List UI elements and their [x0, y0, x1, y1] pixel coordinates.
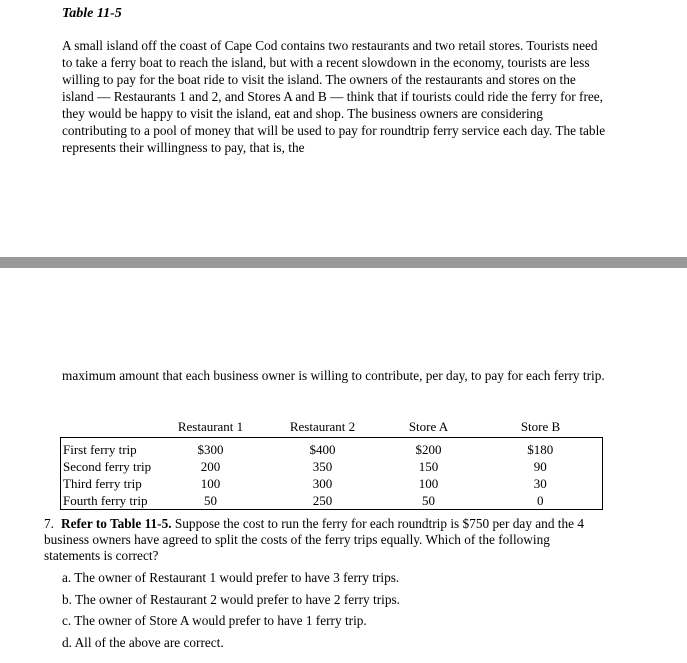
table-cell: 100 — [200, 475, 221, 491]
table-cell: $400 — [309, 441, 336, 457]
table-header-store-a: Store A — [379, 417, 479, 438]
page-bottom — [0, 268, 687, 663]
answer-option-b[interactable]: b. The owner of Restaurant 2 would prefer to have 2 ferry trips. — [62, 591, 400, 607]
page-top — [0, 0, 687, 257]
answer-option-a[interactable]: a. The owner of Restaurant 1 would prefer to have 3 ferry trips. — [62, 570, 400, 585]
question-7 — [44, 516, 604, 564]
table-header-restaurant-1: Restaurant 1 — [155, 417, 267, 438]
intro-paragraph-part1: A small island off the coast of Cape Cod contains two restaurants and two retail stores. Tourists need to take a ferry boat to reach the island, but with a recent slowdown in the economy, tourists are less willing to pay for the boat ride to visit the island. The owners of the restaurants and stores on the island — Restaurants 1 and 2, and Stores A and B — think that if tourists could ride the ferry for free, they would be happy to visit the island, eat and shop. The business owners are considering contributing to a pool of money that will be used to pay for roundtrip ferry service each day. The table represents their willingness to pay, that is, the — [62, 38, 606, 155]
table-title: Table 11-5 — [62, 6, 122, 21]
table-cell: $180 — [479, 438, 603, 459]
table-cell: $300 — [197, 441, 224, 457]
question-text: Suppose the cost to run the ferry for each roundtrip is $750 per day and the 4 business owners have agreed to split the costs of the ferry trips equally. Which of the following statements is correct? — [44, 516, 585, 563]
answer-option-d[interactable]: d. All of the above are correct. — [62, 634, 224, 650]
table-cell: 200 — [200, 458, 221, 474]
table-row — [61, 438, 603, 459]
intro-paragraph-part2: maximum amount that each business owner is willing to contribute, per day, to pay for each ferry trip. — [62, 368, 605, 383]
table-cell: 50 — [379, 492, 479, 510]
table-header-empty — [61, 417, 155, 438]
table-cell: 100 — [418, 475, 439, 491]
table-cell: 90 — [479, 458, 603, 475]
table-cell: $200 — [415, 441, 442, 457]
row-label: Third ferry trip — [61, 475, 155, 492]
table-cell: 0 — [479, 492, 603, 510]
table-cell: 300 — [312, 475, 333, 491]
table-cell: 50 — [155, 492, 267, 510]
table-header-restaurant-2: Restaurant 2 — [267, 417, 379, 438]
table-cell: 150 — [418, 458, 439, 474]
table-cell: 250 — [267, 492, 379, 510]
table-header-store-b: Store B — [479, 417, 603, 438]
table-cell: 350 — [312, 458, 333, 474]
table-cell: 30 — [479, 475, 603, 492]
answer-option-c[interactable]: c. The owner of Store A would prefer to have 1 ferry trip. — [62, 613, 367, 628]
answer-options — [62, 570, 400, 656]
willingness-to-pay-table — [60, 417, 603, 510]
table-row — [61, 492, 603, 510]
table-row — [61, 475, 603, 492]
row-label: Fourth ferry trip — [61, 492, 155, 510]
row-label: Second ferry trip — [61, 458, 155, 475]
question-reference: Refer to Table 11-5. — [61, 516, 172, 531]
table-row — [61, 458, 603, 475]
row-label: First ferry trip — [61, 438, 155, 459]
page-break-divider — [0, 257, 687, 268]
table-header-row — [61, 417, 603, 438]
question-number: 7. — [44, 516, 54, 531]
